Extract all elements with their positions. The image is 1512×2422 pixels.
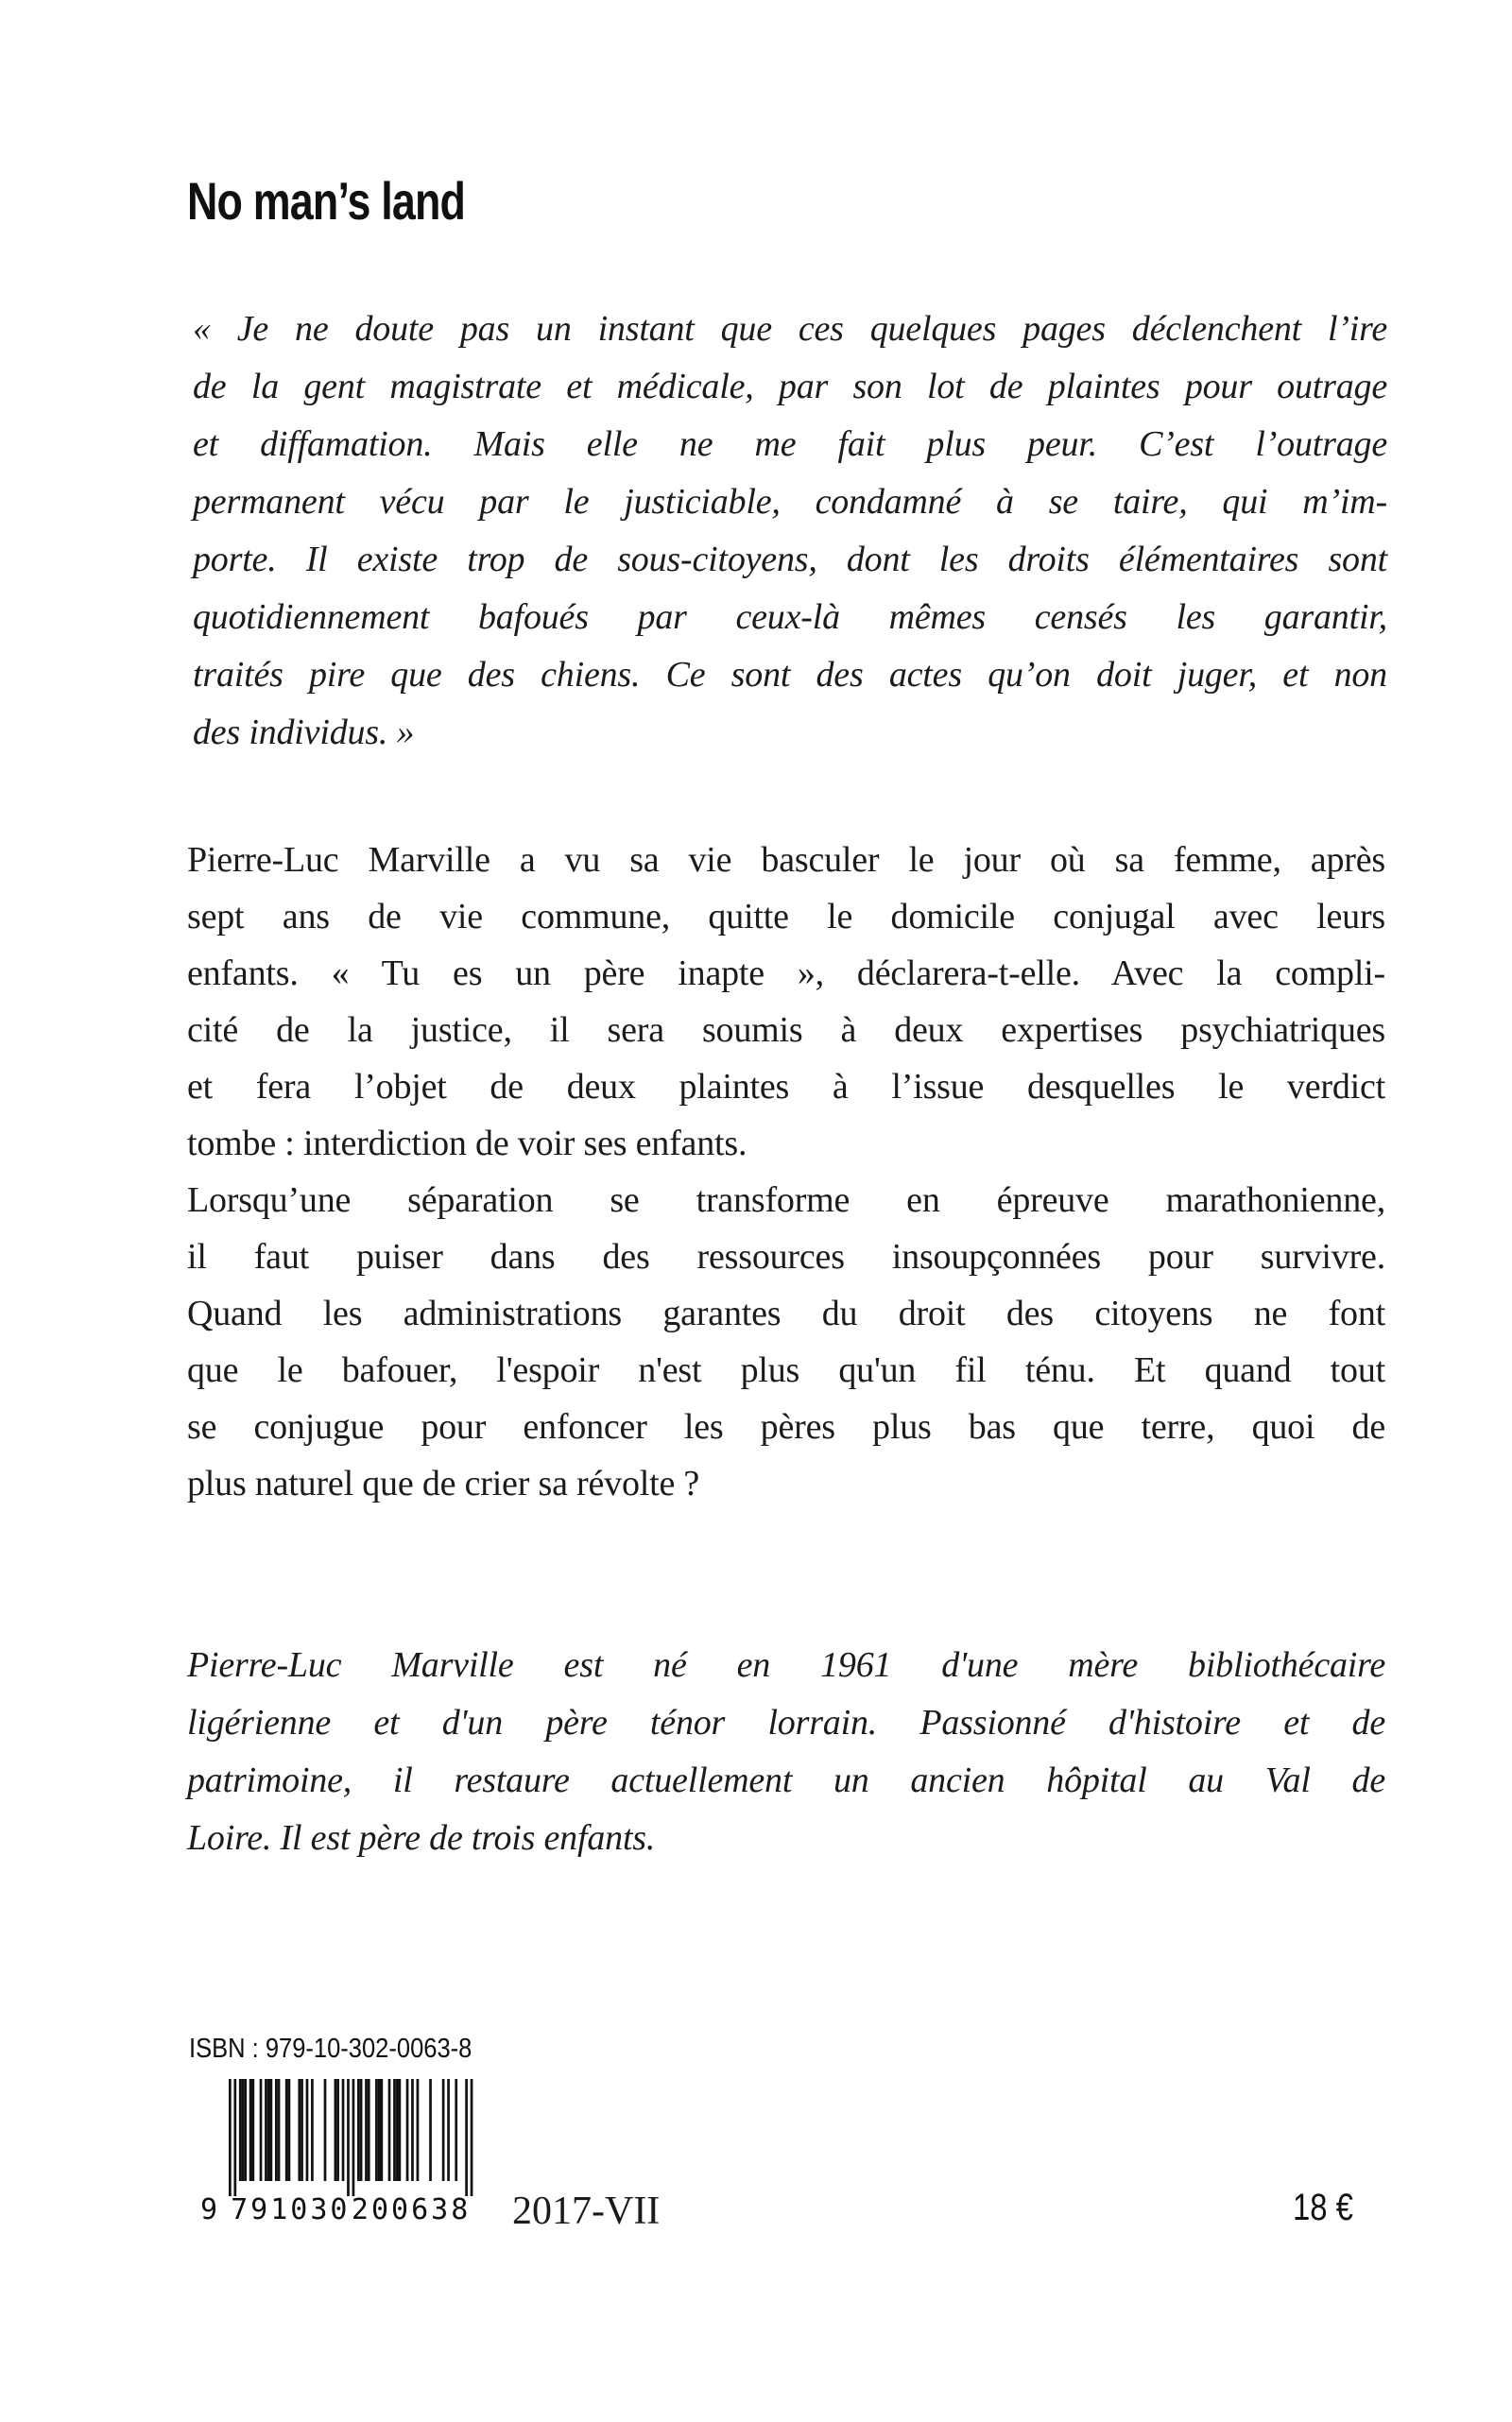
text-line: il faut puiser dans des ressources insoupçonnées pour survivre. [187, 1237, 1385, 1277]
barcode-digits: 9 [200, 2193, 221, 2224]
text-line: Pierre-Luc Marville a vu sa vie basculer le jour où sa femme, après [187, 840, 1385, 880]
synopsis-paragraph-1 [187, 832, 1385, 1172]
barcode [198, 2079, 477, 2229]
text-line: Loire. Il est père de trois enfants. [187, 1818, 656, 1858]
barcode-svg [198, 2079, 477, 2224]
text-line: enfants. « Tu es un père inapte », déclarera-t-elle. Avec la compli- [187, 953, 1385, 993]
text-line: quotidiennement bafoués par ceux-là mêmes censés les garantir, [193, 597, 1387, 637]
text-line: Pierre-Luc Marville est né en 1961 d'une mère bibliothécaire [187, 1645, 1385, 1685]
text-line: tombe : interdiction de voir ses enfants. [187, 1124, 747, 1163]
text-line: Quand les administrations garantes du droit des citoyens ne font [187, 1294, 1385, 1333]
text-line: que le bafouer, l'espoir n'est plus qu'un fil ténu. Et quand tout [187, 1350, 1385, 1390]
text-line: Lorsqu’une séparation se transforme en épreuve marathonienne, [187, 1180, 1385, 1220]
text-line: de la gent magistrate et médicale, par son lot de plaintes pour outrage [193, 367, 1387, 406]
quote-paragraph [193, 301, 1387, 762]
barcode-digits: 200638 [351, 2193, 472, 2224]
author-bio-paragraph [187, 1637, 1385, 1867]
price-label: 18 € [1293, 2187, 1353, 2228]
text-line: et diffamation. Mais elle ne me fait plus peur. C’est l’outrage [193, 424, 1387, 464]
barcode-digits: 791030 [231, 2193, 351, 2224]
text-line: traités pire que des chiens. Ce sont des actes qu’on doit juger, et non [193, 655, 1387, 695]
text-line: permanent vécu par le justiciable, condamné à se taire, qui m’im- [193, 482, 1387, 522]
text-line: patrimoine, il restaure actuellement un ancien hôpital au Val de [187, 1761, 1385, 1800]
text-line: plus naturel que de crier sa révolte ? [187, 1464, 700, 1503]
synopsis-section [187, 832, 1385, 1512]
text-line: ligérienne et d'un père ténor lorrain. Passionné d'histoire et de [187, 1703, 1385, 1743]
isbn-label: ISBN : 979-10-302-0063-8 [189, 2034, 472, 2064]
text-line: « Je ne doute pas un instant que ces quelques pages déclenchent l’ire [193, 309, 1387, 349]
text-line: cité de la justice, il sera soumis à deux expertises psychiatriques [187, 1010, 1385, 1050]
text-line: sept ans de vie commune, quitte le domicile conjugal avec leurs [187, 897, 1385, 936]
text-line: des individus. » [193, 713, 415, 752]
edition-code: 2017-VII [512, 2190, 661, 2233]
text-line: porte. Il existe trop de sous-citoyens, dont les droits élémentaires sont [193, 540, 1387, 579]
synopsis-paragraph-2 [187, 1172, 1385, 1512]
book-title: No man’s land [187, 171, 466, 231]
text-line: et fera l’objet de deux plaintes à l’issue desquelles le verdict [187, 1067, 1385, 1107]
text-line: se conjugue pour enfoncer les pères plus bas que terre, quoi de [187, 1407, 1385, 1447]
